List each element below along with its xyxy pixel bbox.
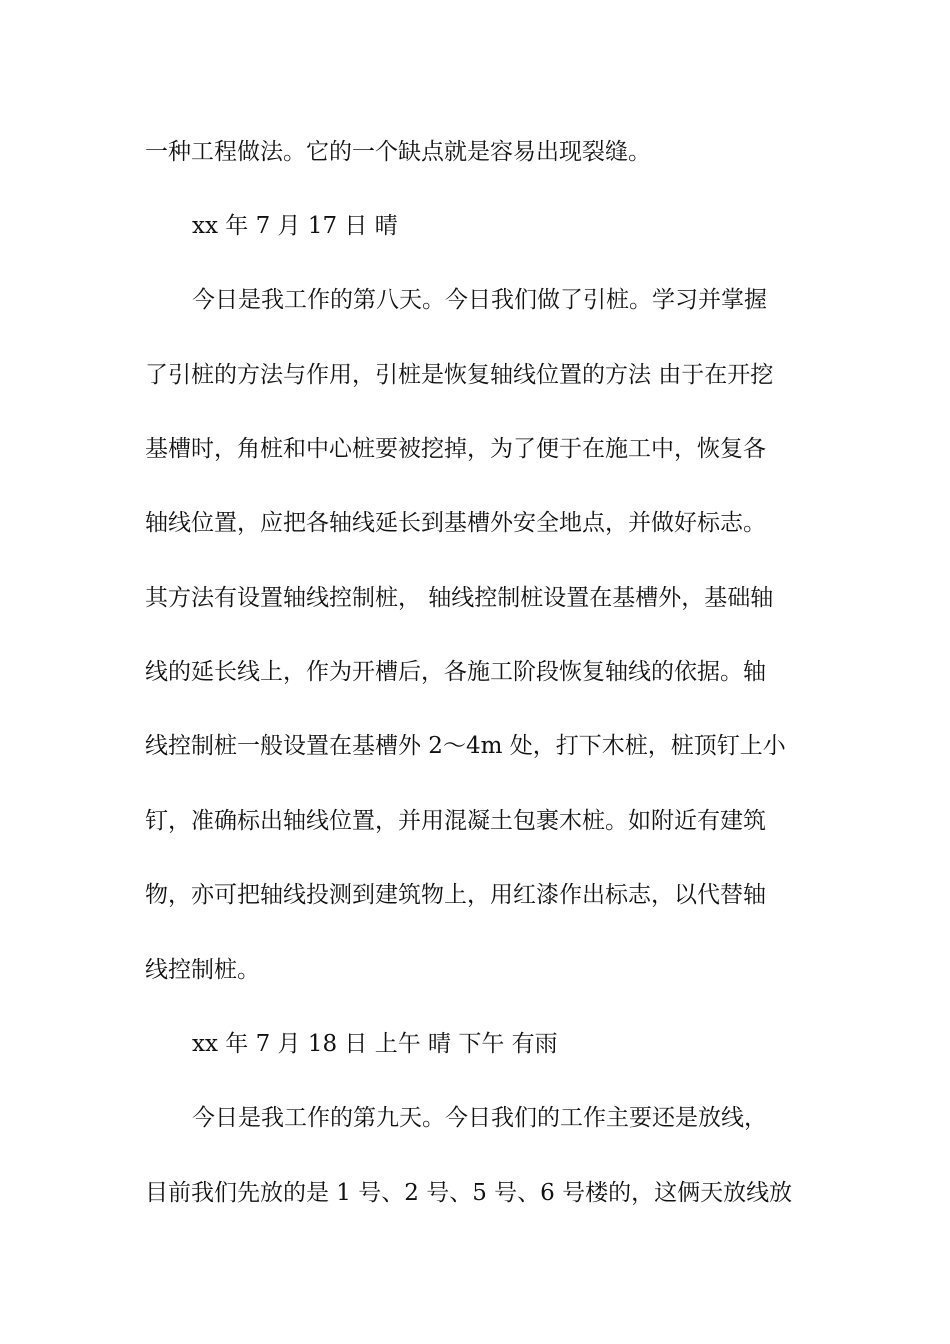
paragraph-line: 钉，准确标出轴线位置，并用混凝土包裹木桩。如附近有建筑 — [145, 808, 766, 834]
paragraph-line: 了引桩的方法与作用，引桩是恢复轴线位置的方法 由于在开挖 — [145, 362, 774, 388]
paragraph-line: 目前我们先放的是 1 号、2 号、5 号、6 号楼的，这俩天放线放 — [145, 1180, 793, 1206]
paragraph-line: 其方法有设置轴线控制桩， 轴线控制桩设置在基槽外，基础轴 — [145, 585, 774, 611]
date-heading: xx 年 7 月 18 日 上午 晴 下午 有雨 — [192, 1031, 558, 1057]
date-heading: xx 年 7 月 17 日 晴 — [192, 213, 398, 239]
paragraph-line: 线控制桩。 — [145, 957, 260, 983]
paragraph-line: 轴线位置，应把各轴线延长到基槽外安全地点，并做好标志。 — [145, 510, 766, 536]
paragraph-line: 今日是我工作的第八天。今日我们做了引桩。学习并掌握 — [192, 287, 767, 313]
paragraph-line: 线控制桩一般设置在基槽外 2～4m 处，打下木桩，桩顶钉上小 — [145, 733, 786, 759]
paragraph-line: 物，亦可把轴线投测到建筑物上，用红漆作出标志，以代替轴 — [145, 882, 766, 908]
paragraph-line: 基槽时，角桩和中心桩要被挖掉，为了便于在施工中，恢复各 — [145, 436, 766, 462]
paragraph-line: 一种工程做法。它的一个缺点就是容易出现裂缝。 — [145, 139, 651, 165]
paragraph-line: 线的延长线上，作为开槽后，各施工阶段恢复轴线的依据。轴 — [145, 659, 766, 685]
paragraph-line: 今日是我工作的第九天。今日我们的工作主要还是放线， — [192, 1105, 767, 1131]
